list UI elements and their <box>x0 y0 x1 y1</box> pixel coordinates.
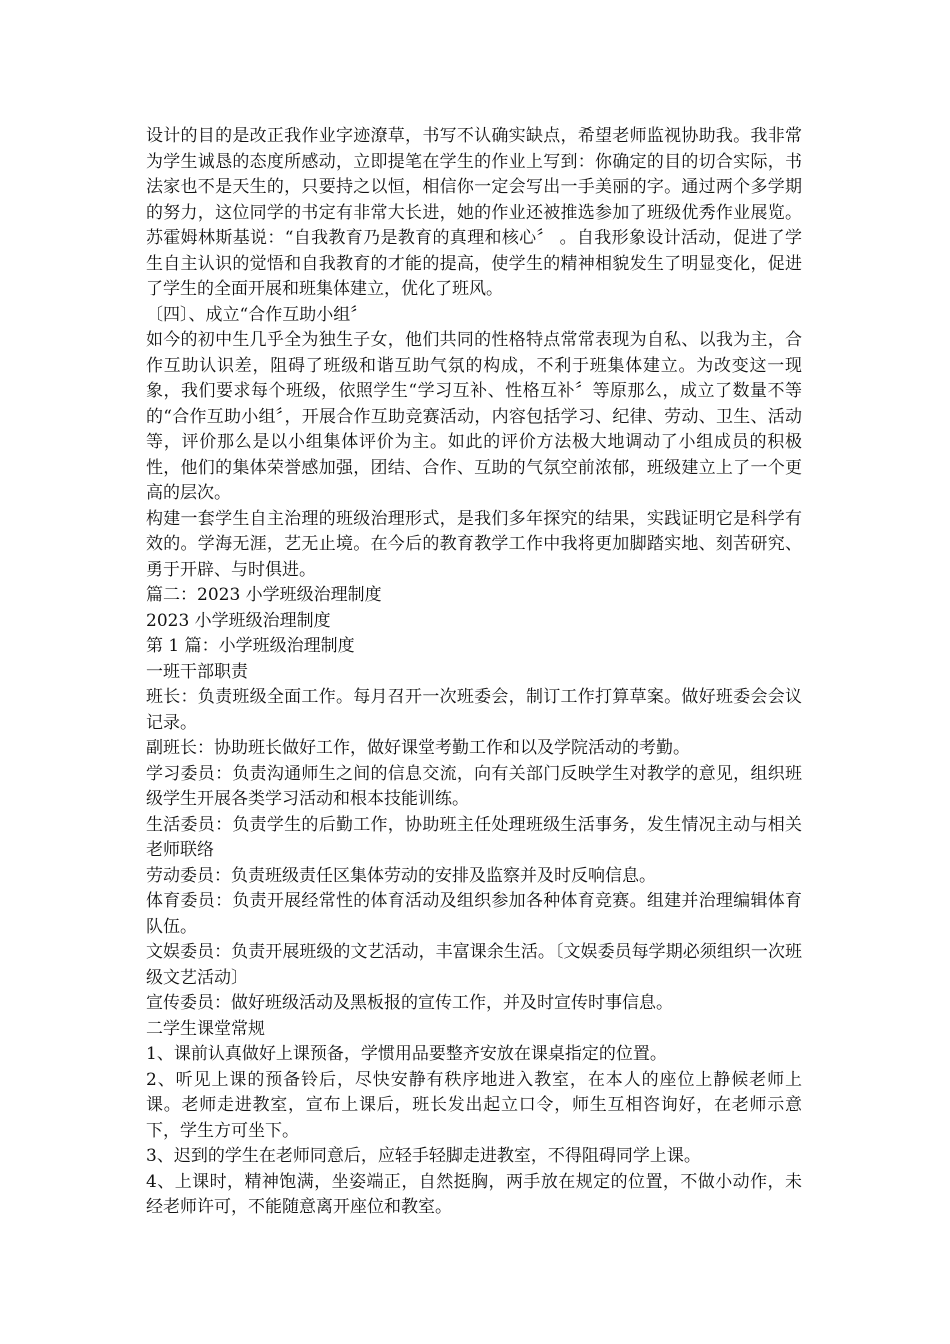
duty-item: 宣传委员：做好班级活动及黑板报的宣传工作，并及时宣传时事信息。 <box>146 993 673 1013</box>
duty-item: 文娱委员：负责开展班级的文艺活动，丰富课余生活。〔文娱委员每学期必须组织一次班级文艺活动〕 <box>146 942 802 988</box>
chapter-heading: 篇二：2023 小学班级治理制度 <box>146 585 382 605</box>
duty-item: 生活委员：负责学生的后勤工作，协助班主任处理班级生活事务，发生情况主动与相关老师联络 <box>146 814 802 860</box>
duty-item: 体育委员：负责开展经常性的体育活动及组织参加各种体育竞赛。组建并治理编辑体育队伍。 <box>146 891 802 937</box>
duty-item: 班长：负责班级全面工作。每月召开一次班委会，制订工作打算草案。做好班委会会议记录。 <box>146 687 802 733</box>
section-heading: 〔四〕、成立“合作互助小组〞 <box>146 304 368 325</box>
section-heading: 一班干部职责 <box>146 661 248 682</box>
document-title: 2023 小学班级治理制度 <box>146 610 331 631</box>
rule-item: 2、听见上课的预备铃后，尽快安静有秩序地进入教室，在本人的座位上静候老师上课。老师走进教室，宣布上课后，班长发出起立口令，师生互相咨询好，在老师示意下，学生方可坐下。 <box>146 1069 802 1141</box>
duty-item: 学习委员：负责沟通师生之间的信息交流，向有关部门反映学生对教学的意见，组织班级学生开展各类学习活动和根本技能训练。 <box>146 763 802 809</box>
body-paragraph: 设计的目的是改正我作业字迹潦草，书写不认确实缺点，希望老师监视协助我。我非常为学生诚恳的态度所感动，立即提笔在学生的作业上写到：你确定的目的切合实际，书法家也不是天生的，只要持之以恒，相信你一定会写出一手美丽的字。通过两个多学期的努力，这位同学的书定有非常大长进，她的作业还被推选参加了班级优秀作业展览。苏霍姆林斯基说：“自我教育乃是教育的真理和核心〞 。自我形象设计活动，促进了学生自主认识的觉悟和自我教育的才能的提高，使学生的精神相貌发生了明显变化，促进了学生的全面开展和班集体建立，优化了班风。 <box>146 126 802 299</box>
duty-item: 副班长：协助班长做好工作，做好课堂考勤工作和以及学院活动的考勤。 <box>146 738 690 758</box>
duty-item: 劳动委员：负责班级责任区集体劳动的安排及监察并及时反响信息。 <box>146 865 656 886</box>
part-heading: 第 1 篇：小学班级治理制度 <box>146 636 355 656</box>
rule-item: 4、上课时，精神饱满，坐姿端正，自然挺胸，两手放在规定的位置，不做小动作，未经老师许可，不能随意离开座位和教室。 <box>146 1171 802 1217</box>
document-page <box>146 124 802 1221</box>
body-paragraph: 如今的初中生几乎全为独生子女，他们共同的性格特点常常表现为自私、以我为主，合作互助认识差，阻碍了班级和谐互助气氛的构成，不利于班集体建立。为改变这一现象，我们要求每个班级，依照学生“学习互补、性格互补〞等原那么，成立了数量不等的“合作互助小组〞，开展合作互助竞赛活动，内容包括学习、纪律、劳动、卫生、活动等，评价那么是以小组集体评价为主。如此的评价方法极大地调动了小组成员的积极性，他们的集体荣誉感加强，团结、合作、互助的气氛空前浓郁，班级建立上了一个更高的层次。 <box>146 330 802 503</box>
section-heading: 二学生课堂常规 <box>146 1018 265 1039</box>
body-paragraph: 构建一套学生自主治理的班级治理形式，是我们多年探究的结果，实践证明它是科学有效的。学海无涯，艺无止境。在今后的教育教学工作中我将更加脚踏实地、刻苦研究、勇于开辟、与时俱进。 <box>146 508 802 580</box>
rule-item: 3、迟到的学生在老师同意后，应轻手轻脚走进教室，不得阻碍同学上课。 <box>146 1146 701 1166</box>
rule-item: 1、课前认真做好上课预备，学惯用品要整齐安放在课桌指定的位置。 <box>146 1044 667 1064</box>
